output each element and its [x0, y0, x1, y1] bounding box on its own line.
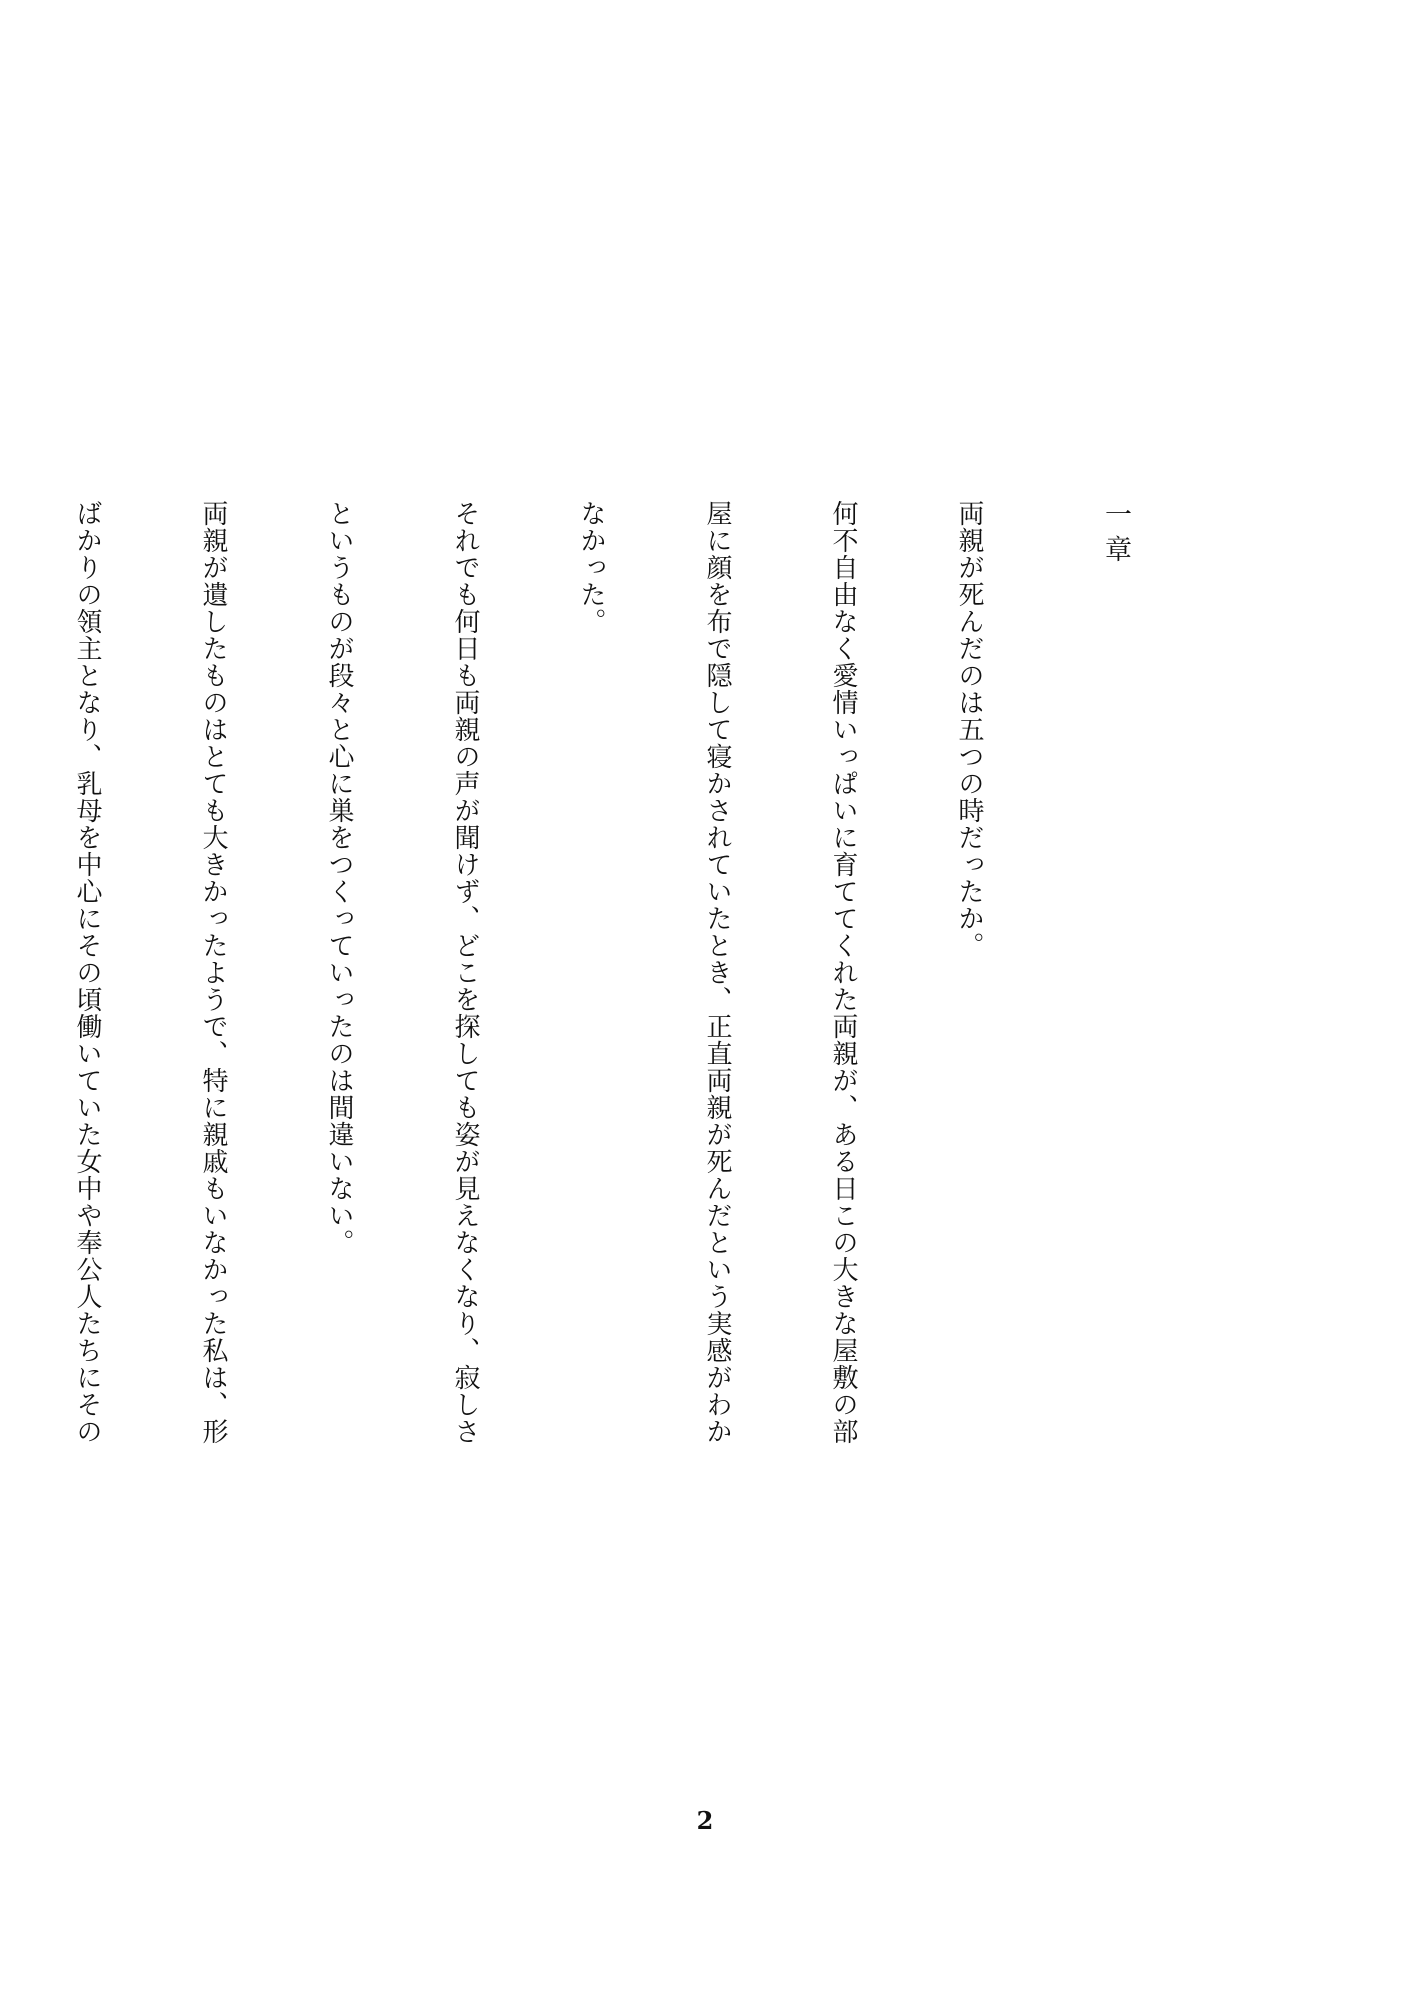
page-number: 2: [696, 1806, 714, 1835]
text-line: それでも何日も両親の声が聞けず、どこを探しても姿が見えなくなり、寂しさ: [450, 500, 480, 1445]
chapter-title: 一章: [1100, 500, 1131, 570]
text-line: というものが段々と心に巣をつくっていったのは間違いない。: [324, 500, 354, 1256]
text-line: 何不自由なく愛情いっぱいに育ててくれた両親が、ある日この大きな屋敷の部: [828, 500, 858, 1445]
text-line: ばかりの領主となり、乳母を中心にその頃働いていた女中や奉公人たちにその: [72, 500, 102, 1445]
text-line: なかった。: [576, 500, 606, 635]
text-line: 屋に顔を布で隠して寝かされていたとき、正直両親が死んだという実感がわか: [702, 500, 732, 1445]
vertical-text-block: [0, 500, 1220, 1490]
text-line: 両親が遺したものはとても大きかったようで、特に親戚もいなかった私は、形: [198, 500, 228, 1445]
text-line: 両親が死んだのは五つの時だったか。: [954, 500, 984, 959]
